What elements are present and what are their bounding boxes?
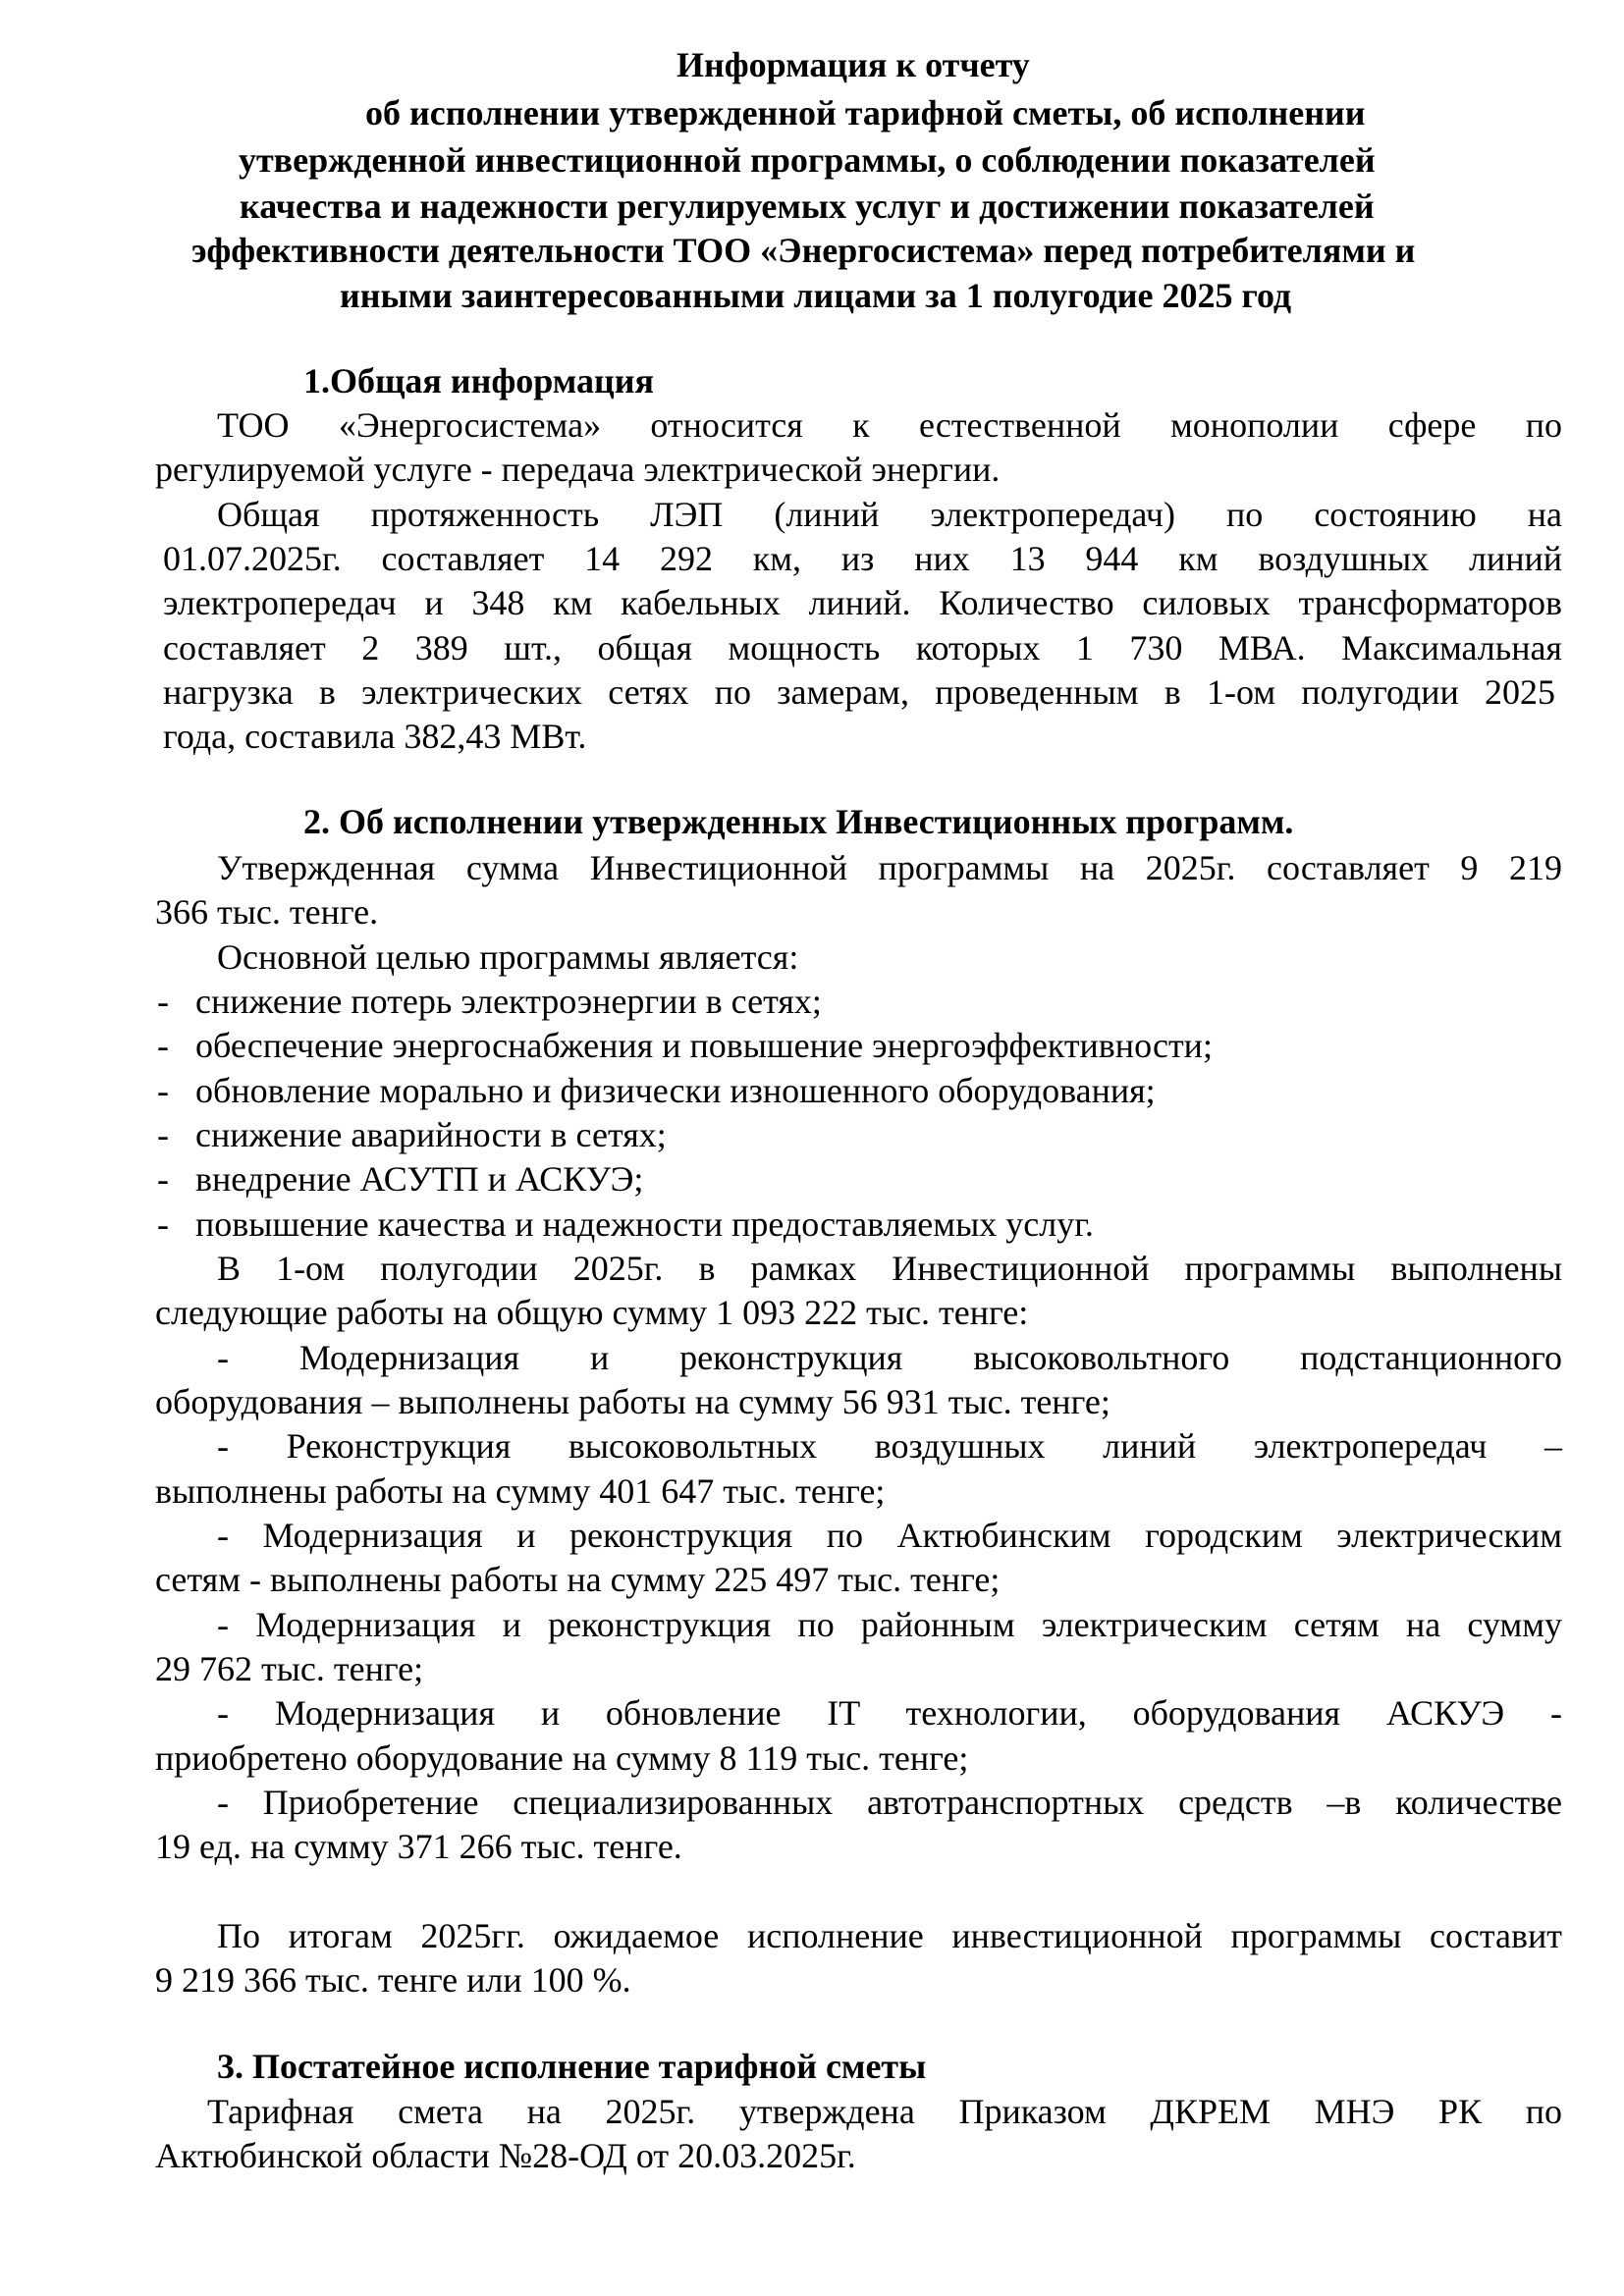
section2-p3-line1: В 1-ом полугодии 2025г. в рамках Инвестиционной программы выполнены (217, 1249, 1562, 1288)
section3-p1-line1: Тарифная смета на 2025г. утверждена Приказом ДКРЕМ МНЭ РК по (207, 2092, 1562, 2131)
section1-p2-line5: нагрузка в электрических сетях по замерам, проведенным в 1-ом полугодии 2025 (163, 672, 1555, 712)
section2-p1-line2: 366 тыс. тенге. (155, 892, 379, 932)
title-line-5: эффективности деятельности ТОО «Энергосистема» перед потребителями и (191, 231, 1416, 270)
section2-p4-line1: По итогам 2025гг. ожидаемое исполнение инвестиционной программы составит (217, 1916, 1562, 1955)
work-item-6-line1: - Приобретение специализированных автотранспортных средств –в количестве (217, 1783, 1562, 1822)
section1-p2-line6: года, составила 382,43 МВт. (163, 717, 587, 756)
bullet-item: снижение аварийности в сетях; (195, 1115, 667, 1154)
bullet-item: снижение потерь электроэнергии в сетях; (195, 982, 822, 1021)
bullet-mark: - (157, 1026, 169, 1065)
section3-p1-line2: Актюбинской области №28-ОД от 20.03.2025г. (155, 2136, 856, 2175)
section1-p2-line4: составляет 2 389 шт., общая мощность которых 1 730 МВА. Максимальная (163, 628, 1562, 667)
work-item-3-line2: сетям - выполнены работы на сумму 225 497 тыс. тенге; (155, 1560, 1001, 1599)
section2-p2: Основной целью программы является: (217, 937, 799, 977)
section1-p2-line3: электропередач и 348 км кабельных линий. Количество силовых трансформаторов (163, 583, 1562, 622)
section1-heading: 1.Общая информация (303, 361, 654, 400)
title-line-2: об исполнении утвержденной тарифной сметы, об исполнении (365, 93, 1366, 133)
section2-p1-line1: Утвержденная сумма Инвестиционной программы на 2025г. составляет 9 219 (217, 848, 1562, 887)
work-item-2-line1: - Реконструкция высоковольтных воздушных линий электропередач – (217, 1426, 1562, 1466)
title-line-3: утвержденной инвестиционной программы, о соблюдении показателей (239, 140, 1376, 180)
title-line-6: иными заинтересованными лицами за 1 полугодие 2025 год (340, 276, 1292, 315)
section1-p2-line2: 01.07.2025г. составляет 14 292 км, из них 13 944 км воздушных линий (163, 539, 1562, 578)
bullet-item: повышение качества и надежности предоставляемых услуг. (195, 1204, 1094, 1244)
work-item-1-line2: оборудования – выполнены работы на сумму 56 931 тыс. тенге; (155, 1382, 1110, 1421)
bullet-mark: - (157, 1204, 169, 1244)
title-line-1: Информация к отчету (677, 45, 1030, 84)
section3-heading: 3. Постатейное исполнение тарифной сметы (217, 2047, 927, 2086)
bullet-mark: - (157, 1115, 169, 1154)
title-line-4: качества и надежности регулируемых услуг и достижении показателей (240, 187, 1375, 226)
section1-p1-line2: регулируемой услуге - передача электрической энергии. (155, 450, 1001, 489)
bullet-item: обеспечение энергоснабжения и повышение энергоэффективности; (195, 1026, 1213, 1065)
bullet-item: внедрение АСУТП и АСКУЭ; (195, 1159, 644, 1199)
section2-p4-line2: 9 219 366 тыс. тенге или 100 %. (155, 1960, 631, 2000)
bullet-mark: - (157, 1071, 169, 1110)
bullet-mark: - (157, 1159, 169, 1199)
work-item-5-line2: приобретено оборудование на сумму 8 119 тыс. тенге; (155, 1738, 969, 1778)
work-item-4-line1: - Модернизация и реконструкция по районным электрическим сетям на сумму (217, 1605, 1562, 1644)
work-item-3-line1: - Модернизация и реконструкция по Актюбинским городским электрическим (217, 1516, 1562, 1555)
work-item-4-line2: 29 762 тыс. тенге; (155, 1649, 424, 1688)
bullet-item: обновление морально и физически изношенного оборудования; (195, 1071, 1156, 1110)
work-item-1-line1: - Модернизация и реконструкция высоковольтного подстанционного (217, 1338, 1562, 1377)
section2-heading: 2. Об исполнении утвержденных Инвестиционных программ. (303, 802, 1294, 841)
work-item-5-line1: - Модернизация и обновление IT технологии, оборудования АСКУЭ - (217, 1693, 1562, 1733)
work-item-2-line2: выполнены работы на сумму 401 647 тыс. тенге; (155, 1471, 886, 1511)
section2-p3-line2: следующие работы на общую сумму 1 093 222 тыс. тенге: (155, 1293, 1029, 1332)
work-item-6-line2: 19 ед. на сумму 371 266 тыс. тенге. (155, 1827, 682, 1866)
section1-p2-line1: Общая протяженность ЛЭП (линий электропередач) по состоянию на (217, 495, 1562, 534)
section1-p1-line1: ТОО «Энергосистема» относится к естественной монополии сфере по (217, 405, 1562, 445)
bullet-mark: - (157, 982, 169, 1021)
